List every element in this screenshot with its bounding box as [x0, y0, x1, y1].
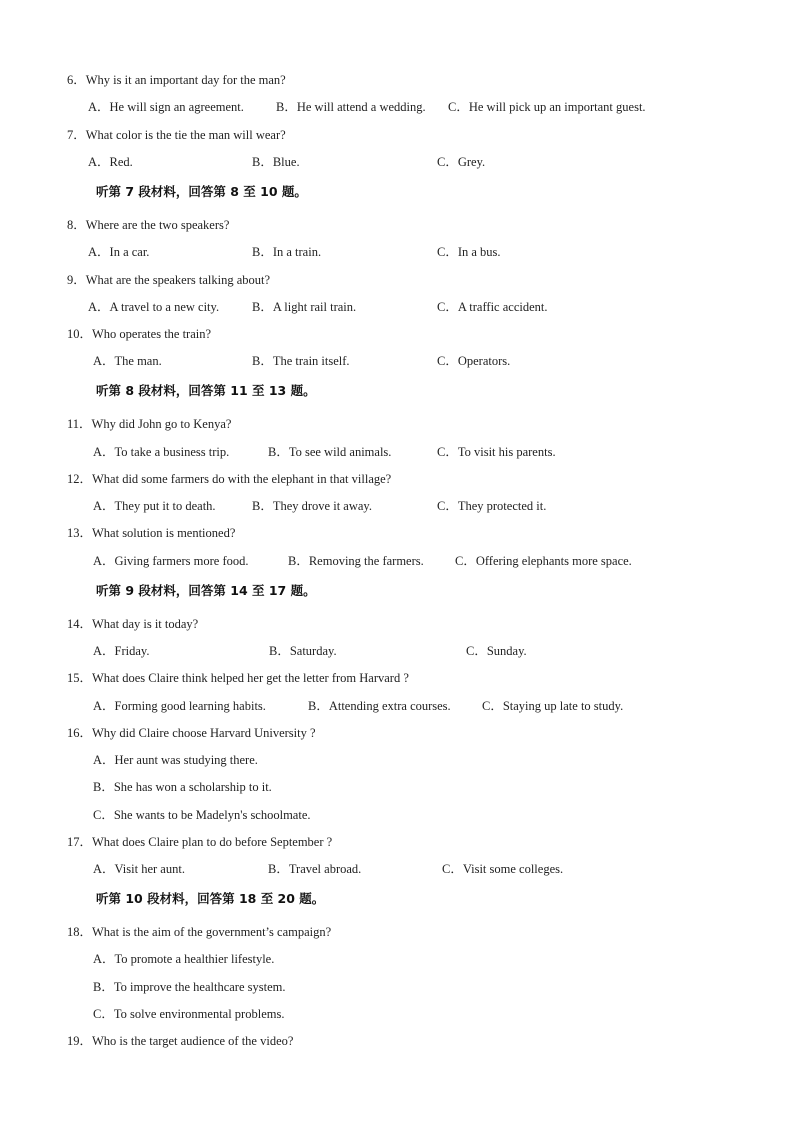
option-15c: C．Staying up late to study. [482, 699, 624, 713]
option-13b: B．Removing the farmers. [288, 554, 424, 568]
option-12b: B．They drove it away. [252, 499, 372, 513]
option-10b: B．The train itself. [252, 354, 350, 368]
section-heading-7: 听第 7 段材料，回答第 8 至 10 题。 [96, 184, 307, 199]
option-17a: A．Visit her aunt. [93, 862, 185, 876]
option-14a: A．Friday. [93, 644, 150, 658]
option-6b: B．He will attend a wedding. [276, 100, 426, 114]
option-9c: C．A traffic accident. [437, 300, 548, 314]
question-9: 9．What are the speakers talking about? [67, 273, 271, 287]
option-6c: C．He will pick up an important guest. [448, 100, 646, 114]
question-7: 7．What color is the tie the man will wear? [67, 128, 286, 142]
question-15: 15．What does Claire think helped her get the letter from Harvard ? [67, 671, 409, 685]
option-6a: A．He will sign an agreement. [88, 100, 244, 114]
option-18b: B．To improve the healthcare system. [93, 980, 286, 994]
option-13a: A．Giving farmers more food. [93, 554, 249, 568]
question-13: 13．What solution is mentioned? [67, 526, 236, 540]
option-7b: B．Blue. [252, 155, 300, 169]
option-7c: C．Grey. [437, 155, 486, 169]
option-9b: B．A light rail train. [252, 300, 357, 314]
question-14: 14．What day is it today? [67, 617, 199, 631]
option-14b: B．Saturday. [269, 644, 337, 658]
option-16c: C．She wants to be Madelyn's schoolmate. [93, 808, 311, 822]
option-7a: A．Red. [88, 155, 133, 169]
option-12a: A．They put it to death. [93, 499, 216, 513]
option-12c: C．They protected it. [437, 499, 547, 513]
option-17b: B．Travel abroad. [268, 862, 362, 876]
option-11b: B．To see wild animals. [268, 445, 392, 459]
option-8a: A．In a car. [88, 245, 150, 259]
section-heading-8: 听第 8 段材料，回答第 11 至 13 题。 [96, 383, 316, 398]
section-heading-10: 听第 10 段材料，回答第 18 至 20 题。 [96, 891, 325, 906]
section-heading-9: 听第 9 段材料，回答第 14 至 17 题。 [96, 583, 316, 598]
option-11c: C．To visit his parents. [437, 445, 556, 459]
option-13c: C．Offering elephants more space. [455, 554, 632, 568]
option-8b: B．In a train. [252, 245, 322, 259]
option-17c: C．Visit some colleges. [442, 862, 564, 876]
option-11a: A．To take a business trip. [93, 445, 230, 459]
option-15b: B．Attending extra courses. [308, 699, 451, 713]
option-15a: A．Forming good learning habits. [93, 699, 266, 713]
question-8: 8．Where are the two speakers? [67, 218, 230, 232]
option-9a: A．A travel to a new city. [88, 300, 220, 314]
question-18: 18．What is the aim of the government’s campaign? [67, 925, 332, 939]
option-18c: C．To solve environmental problems. [93, 1007, 285, 1021]
option-16b: B．She has won a scholarship to it. [93, 780, 272, 794]
question-6: 6．Why is it an important day for the man? [67, 73, 286, 87]
question-10: 10．Who operates the train? [67, 327, 212, 341]
option-10c: C．Operators. [437, 354, 511, 368]
option-8c: C．In a bus. [437, 245, 501, 259]
question-12: 12．What did some farmers do with the elephant in that village? [67, 472, 392, 486]
option-14c: C．Sunday. [466, 644, 527, 658]
question-19: 19．Who is the target audience of the video? [67, 1034, 294, 1048]
option-16a: A．Her aunt was studying there. [93, 753, 258, 767]
question-16: 16．Why did Claire choose Harvard University ? [67, 726, 316, 740]
question-17: 17．What does Claire plan to do before September ? [67, 835, 333, 849]
option-10a: A．The man. [93, 354, 162, 368]
question-11: 11．Why did John go to Kenya? [67, 417, 232, 431]
option-18a: A．To promote a healthier lifestyle. [93, 952, 275, 966]
